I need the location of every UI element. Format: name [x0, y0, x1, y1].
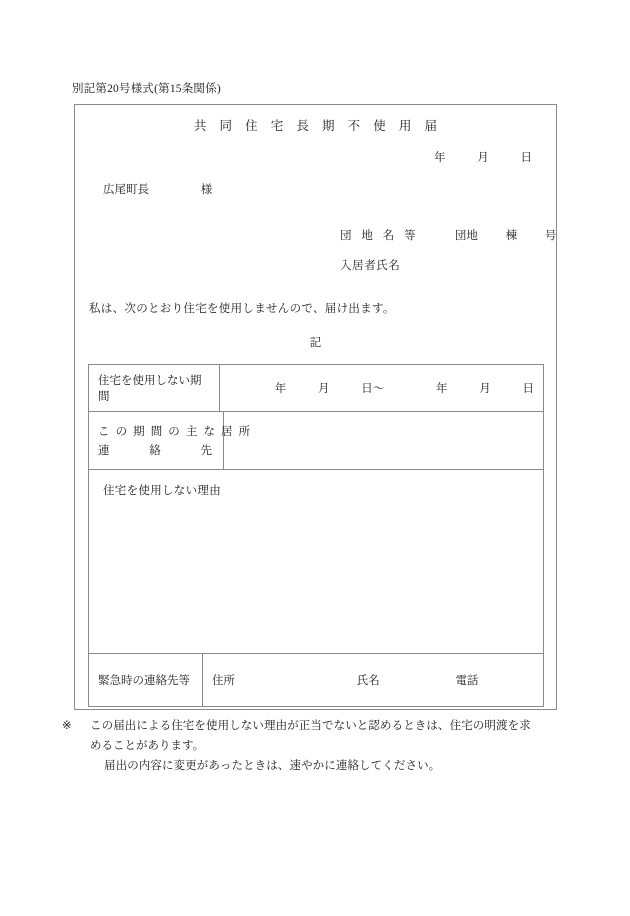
footnotes: [62, 716, 570, 776]
emergency-phone-label: 電話: [455, 675, 479, 687]
residence-label-line2: [98, 442, 214, 458]
period-end-day-label: 日: [522, 383, 534, 395]
residence-value-cell[interactable]: [224, 412, 543, 469]
addressee-honorific: 様: [200, 184, 213, 196]
footnote-2: 届出の内容に変更があったときは、速やかに連絡してください。: [104, 760, 441, 772]
emergency-value-cell[interactable]: [203, 654, 543, 706]
period-start-month-label: 月: [318, 383, 330, 395]
period-label: 住宅を使用しない期間: [98, 375, 202, 403]
footnote-1: [62, 716, 570, 736]
period-value-cell[interactable]: [220, 365, 543, 411]
date-month-label: 月: [477, 152, 489, 164]
emergency-label: 緊急時の連絡先等: [98, 675, 190, 687]
form-outer-frame: [74, 104, 557, 710]
residence-label-cell: [89, 412, 252, 469]
form-number-label: 別記第20号様式(第15条関係): [72, 83, 221, 95]
ki-mark: 記: [309, 337, 322, 349]
table-row-period: [89, 365, 543, 412]
emergency-fields: [212, 672, 479, 688]
period-end-month-label: 月: [479, 383, 491, 395]
emergency-name-label: 氏名: [356, 675, 380, 687]
table-row-emergency: [89, 654, 543, 706]
date-year-label: 年: [434, 152, 446, 164]
contact-label-char3: 先: [200, 445, 212, 457]
contact-label-char1: 連: [98, 445, 110, 457]
addressee-recipient: 広尾町長: [103, 184, 149, 196]
footnote-mark-icon: ※: [62, 720, 72, 732]
footnote-1-line2: めることがあります。: [90, 740, 205, 752]
contact-label-char2: 絡: [149, 445, 161, 457]
resident-name-label: 入居者氏名: [340, 260, 401, 272]
form-table: [88, 364, 544, 707]
table-row-residence: [89, 412, 543, 470]
building-unit-label: 棟: [505, 230, 518, 242]
submission-date-line: [434, 149, 532, 165]
period-label-cell: [89, 365, 220, 411]
residence-label-line1: こ の 期 間 の 主 な 居 所: [98, 426, 252, 438]
addressee-line: [103, 181, 212, 197]
reason-label: 住宅を使用しない理由: [103, 485, 221, 497]
date-day-label: 日: [520, 152, 532, 164]
period-date-fields: [229, 380, 534, 396]
danchi-name-label: 団 地 名 等: [340, 230, 420, 242]
table-row-reason[interactable]: [89, 470, 543, 654]
footnote-1-line1: この届出による住宅を使用しない理由が正当でないと認めるときは、住宅の明渡を求: [90, 720, 531, 732]
period-start-day-label: 日〜: [361, 383, 385, 395]
period-end-year-label: 年: [436, 383, 448, 395]
emergency-address-label: 住所: [212, 675, 235, 687]
danchi-unit-label: 団地: [454, 230, 478, 242]
room-unit-label: 号: [544, 230, 557, 242]
document-title: 共 同 住 宅 長 期 不 使 用 届: [193, 119, 443, 133]
danchi-line: [340, 227, 556, 243]
emergency-label-cell: [89, 654, 203, 706]
period-start-year-label: 年: [274, 383, 287, 395]
declaration-sentence: 私は、次のとおり住宅を使用しませんので、届け出ます。: [89, 303, 395, 315]
